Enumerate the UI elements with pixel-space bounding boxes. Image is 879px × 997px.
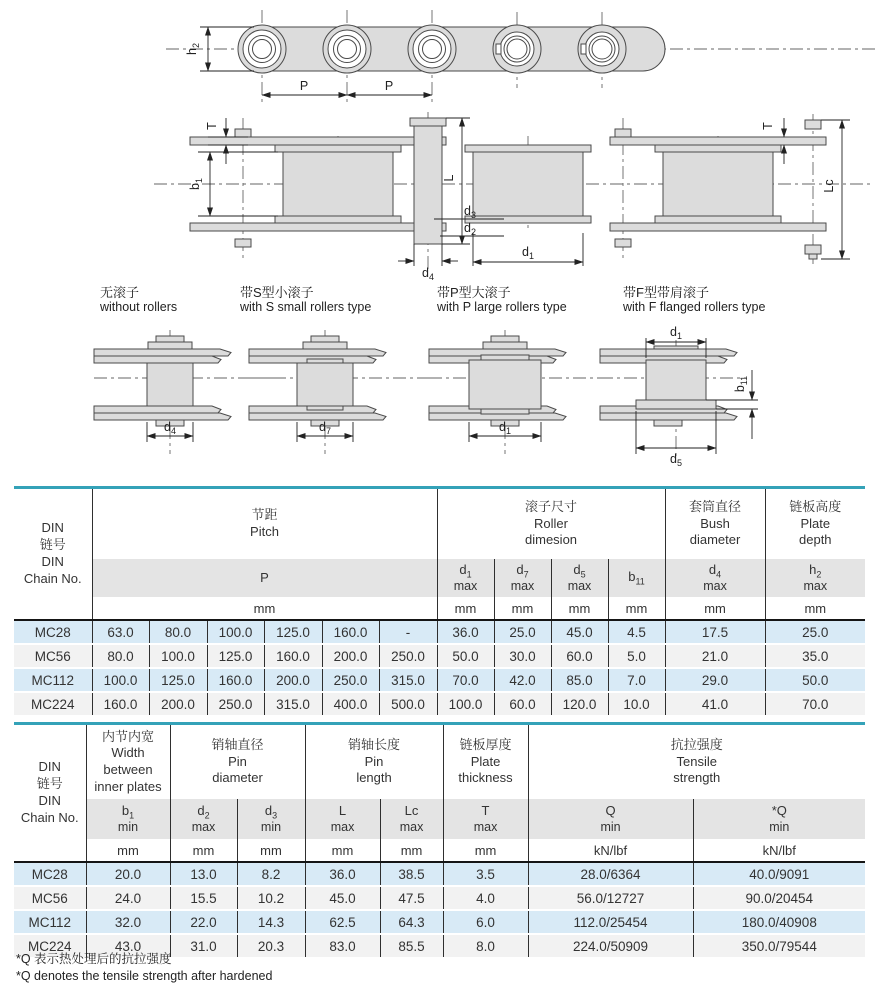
unit-mm: mm: [437, 597, 494, 620]
bushing: [147, 363, 193, 406]
cell: 22.0: [170, 910, 237, 934]
d1-dim-label: $d_1$: [499, 420, 511, 436]
cell: 60.0: [551, 644, 608, 668]
t-left-label: T: [205, 122, 219, 130]
subcol-starQ: *Q min: [693, 799, 865, 839]
cell: 5.0: [608, 644, 665, 668]
cell: 250.0: [322, 668, 379, 692]
chain-no-cell: MC224: [14, 934, 86, 958]
long-connecting-pin: [414, 126, 442, 244]
chain-plan-view: [148, 112, 879, 287]
cell: 24.0: [86, 886, 170, 910]
chain-no-cell: MC112: [14, 668, 92, 692]
cell: 100.0: [92, 668, 149, 692]
large-roller: [469, 360, 541, 409]
table-row: [14, 692, 865, 716]
cell: 64.3: [380, 910, 443, 934]
pin-diameter-group-header: 销轴直径 Pin diameter: [170, 724, 305, 800]
roller-type-label-1: [100, 285, 177, 315]
cell: 20.3: [237, 934, 305, 958]
cell: 15.5: [170, 886, 237, 910]
cell: 125.0: [264, 620, 322, 644]
roller-type-en: with P large rollers type: [437, 300, 567, 315]
subcol-Lc: Lc max: [380, 799, 443, 839]
cell: 160.0: [264, 644, 322, 668]
roller-type-zh: 带F型带肩滚子: [623, 285, 709, 300]
roller-type-2-drawing: [245, 326, 435, 476]
chain-plan-view-drawing: [148, 112, 879, 282]
cell: 35.0: [765, 644, 865, 668]
plate-depth-group-header: 链板高度 Plate depth: [765, 488, 865, 560]
chain-no-cell: MC56: [14, 644, 92, 668]
chain-no-cell: MC56: [14, 886, 86, 910]
cell: 160.0: [92, 692, 149, 716]
unit-mm: mm: [665, 597, 765, 620]
b11-dim-label: $b_{11}$: [733, 375, 749, 393]
chain-no-header: DIN 链号 DIN Chain No.: [14, 724, 86, 863]
cell: 85.5: [380, 934, 443, 958]
cell: 28.0/6364: [528, 862, 693, 886]
subcol-T: T max: [443, 799, 528, 839]
pitch-roller-dimensions-table: [14, 486, 865, 717]
subcol-d3: $d_3$ min: [237, 799, 305, 839]
cell: 3.5: [443, 862, 528, 886]
cell: 7.0: [608, 668, 665, 692]
tensile-strength-group-header: 抗拉强度 Tensile strength: [528, 724, 865, 800]
unit: mm: [380, 839, 443, 862]
b1-label: $b_1$: [188, 178, 204, 190]
d4-label: $d_4$: [422, 266, 434, 282]
unit: mm: [86, 839, 170, 862]
unit-mm: mm: [551, 597, 608, 620]
cell: 63.0: [92, 620, 149, 644]
subcol-d7: $d_7$ max: [494, 559, 551, 597]
cell: 29.0: [665, 668, 765, 692]
cell: 50.0: [437, 644, 494, 668]
cell: -: [379, 620, 437, 644]
chain-no-cell: MC28: [14, 620, 92, 644]
cell: 41.0: [665, 692, 765, 716]
cell: 25.0: [494, 620, 551, 644]
footnote-zh: *Q 表示热处理后的抗拉强度: [16, 952, 172, 966]
subcol-b11: $b_{11}$: [608, 559, 665, 597]
t-right-label: T: [761, 122, 775, 130]
cell: 31.0: [170, 934, 237, 958]
cell: 90.0/20454: [693, 886, 865, 910]
l-label: L: [442, 174, 456, 182]
d1-dim-label: $d_1$: [670, 326, 682, 341]
d2-label: $d_2$: [464, 221, 476, 237]
cell: 10.0: [608, 692, 665, 716]
subcol-d4: $d_4$ max: [665, 559, 765, 597]
cell: 42.0: [494, 668, 551, 692]
table-row: [14, 886, 865, 910]
cell: 4.0: [443, 886, 528, 910]
cell: 250.0: [207, 692, 264, 716]
cell: 100.0: [149, 644, 207, 668]
cell: 17.5: [665, 620, 765, 644]
subcol-h2: $h_2$ max: [765, 559, 865, 597]
p-subheader: P: [92, 559, 437, 597]
chain-no-cell: MC28: [14, 862, 86, 886]
table-row: [14, 668, 865, 692]
cell: 60.0: [494, 692, 551, 716]
cell: 80.0: [149, 620, 207, 644]
pitch-dim-label: P: [299, 79, 309, 93]
unit: kN/lbf: [693, 839, 865, 862]
unit-mm: mm: [765, 597, 865, 620]
d7-dim-label: $d_7$: [319, 420, 331, 436]
f-flanged-roller-section: [596, 326, 786, 471]
flanged-roller-body: [646, 360, 706, 400]
cell: 315.0: [379, 668, 437, 692]
cell: 4.5: [608, 620, 665, 644]
cotter-clip: [809, 254, 817, 259]
cell: 47.5: [380, 886, 443, 910]
unit: mm: [305, 839, 380, 862]
flange: [636, 400, 716, 409]
cell: 350.0/79544: [693, 934, 865, 958]
cell: 43.0: [86, 934, 170, 958]
subcol-b1: $b_1$ min: [86, 799, 170, 839]
cell: 500.0: [379, 692, 437, 716]
cell: 315.0: [264, 692, 322, 716]
subcol-Q: Q min: [528, 799, 693, 839]
cell: 36.0: [305, 862, 380, 886]
table-row: [14, 644, 865, 668]
cotter-pin-top: [805, 120, 821, 129]
d5-dim-label: $d_5$: [670, 452, 682, 468]
cell: 180.0/40908: [693, 910, 865, 934]
cell: 62.5: [305, 910, 380, 934]
table-row: [14, 862, 865, 886]
cell: 125.0: [149, 668, 207, 692]
subcol-L: L max: [305, 799, 380, 839]
unit-mm: mm: [92, 597, 437, 620]
cell: 45.0: [551, 620, 608, 644]
unit: mm: [443, 839, 528, 862]
pin-strength-table: [14, 722, 865, 959]
chain-side-view: [150, 4, 879, 112]
bush-diameter-group-header: 套筒直径 Bush diameter: [665, 488, 765, 560]
roller-type-zh: 无滚子: [100, 285, 140, 300]
unit: mm: [237, 839, 305, 862]
cell: 224.0/50909: [528, 934, 693, 958]
cell: 32.0: [86, 910, 170, 934]
cell: 100.0: [437, 692, 494, 716]
cell: 8.0: [443, 934, 528, 958]
footnotes: [16, 951, 272, 985]
chain-no-cell: MC224: [14, 692, 92, 716]
chain-side-view-drawing: [150, 4, 879, 107]
cell: 25.0: [765, 620, 865, 644]
bushing-blocks: [283, 152, 773, 216]
subcol-d1: $d_1$ max: [437, 559, 494, 597]
subcol-d2: $d_2$ max: [170, 799, 237, 839]
cell: 70.0: [765, 692, 865, 716]
p-large-roller-section: [425, 326, 615, 471]
cell: 38.5: [380, 862, 443, 886]
roller-type-en: without rollers: [100, 300, 178, 315]
pitch-dim-label: P: [384, 79, 394, 93]
unit-mm: mm: [494, 597, 551, 620]
cell: 20.0: [86, 862, 170, 886]
cell: 14.3: [237, 910, 305, 934]
s-small-roller-section: [245, 326, 435, 471]
roller-type-en: with F flanged rollers type: [623, 300, 766, 315]
cell: 400.0: [322, 692, 379, 716]
roller-type-3-drawing: [425, 326, 615, 476]
pitch-group-header: 节距 Pitch: [92, 488, 437, 560]
cell: 160.0: [322, 620, 379, 644]
cell: 21.0: [665, 644, 765, 668]
roller-type-zh: 带S型小滚子: [240, 285, 314, 300]
cell: 200.0: [322, 644, 379, 668]
cell: 83.0: [305, 934, 380, 958]
plate-thickness-group-header: 链板厚度 Plate thickness: [443, 724, 528, 800]
cell: 13.0: [170, 862, 237, 886]
cell: 8.2: [237, 862, 305, 886]
roller-type-label-3: [437, 285, 567, 315]
cell: 36.0: [437, 620, 494, 644]
cell: 6.0: [443, 910, 528, 934]
cell: 50.0: [765, 668, 865, 692]
roller-type-4-drawing: [596, 326, 786, 476]
pin-length-group-header: 销轴长度 Pin length: [305, 724, 443, 800]
cell: 200.0: [264, 668, 322, 692]
cell: 30.0: [494, 644, 551, 668]
cell: 250.0: [379, 644, 437, 668]
cell: 85.0: [551, 668, 608, 692]
cell: 80.0: [92, 644, 149, 668]
subcol-d5: $d_5$ max: [551, 559, 608, 597]
cell: 100.0: [207, 620, 264, 644]
cell: 40.0/9091: [693, 862, 865, 886]
d1-label: $d_1$: [522, 245, 534, 261]
cell: 200.0: [149, 692, 207, 716]
roller-dimension-group-header: 滚子尺寸 Roller dimesion: [437, 488, 665, 560]
cell: 125.0: [207, 644, 264, 668]
lc-label: Lc: [822, 179, 836, 193]
table-row: [14, 910, 865, 934]
small-roller: [297, 363, 353, 406]
cell: 160.0: [207, 668, 264, 692]
unit-mm: mm: [608, 597, 665, 620]
chain-no-header: DIN 链号 DIN Chain No.: [14, 488, 92, 621]
roller-type-zh: 带P型大滚子: [437, 285, 511, 300]
width-group-header: 内节内宽 Width between inner plates: [86, 724, 170, 800]
cell: 10.2: [237, 886, 305, 910]
cell: 45.0: [305, 886, 380, 910]
d4-dim-label: $d_4$: [164, 420, 176, 436]
cell: 112.0/25454: [528, 910, 693, 934]
table-row: [14, 620, 865, 644]
footnote-en: *Q denotes the tensile strength after hardened: [16, 968, 273, 983]
roller-type-label-2: [240, 285, 371, 315]
roller-type-label-4: [623, 285, 765, 315]
unit: mm: [170, 839, 237, 862]
cell: 120.0: [551, 692, 608, 716]
d3-label: $d_3$: [464, 204, 476, 220]
cell: 70.0: [437, 668, 494, 692]
chain-no-cell: MC112: [14, 910, 86, 934]
cell: 56.0/12727: [528, 886, 693, 910]
h2-dim-label: $h_2$: [185, 43, 201, 55]
unit: kN/lbf: [528, 839, 693, 862]
roller-type-en: with S small rollers type: [240, 300, 372, 315]
